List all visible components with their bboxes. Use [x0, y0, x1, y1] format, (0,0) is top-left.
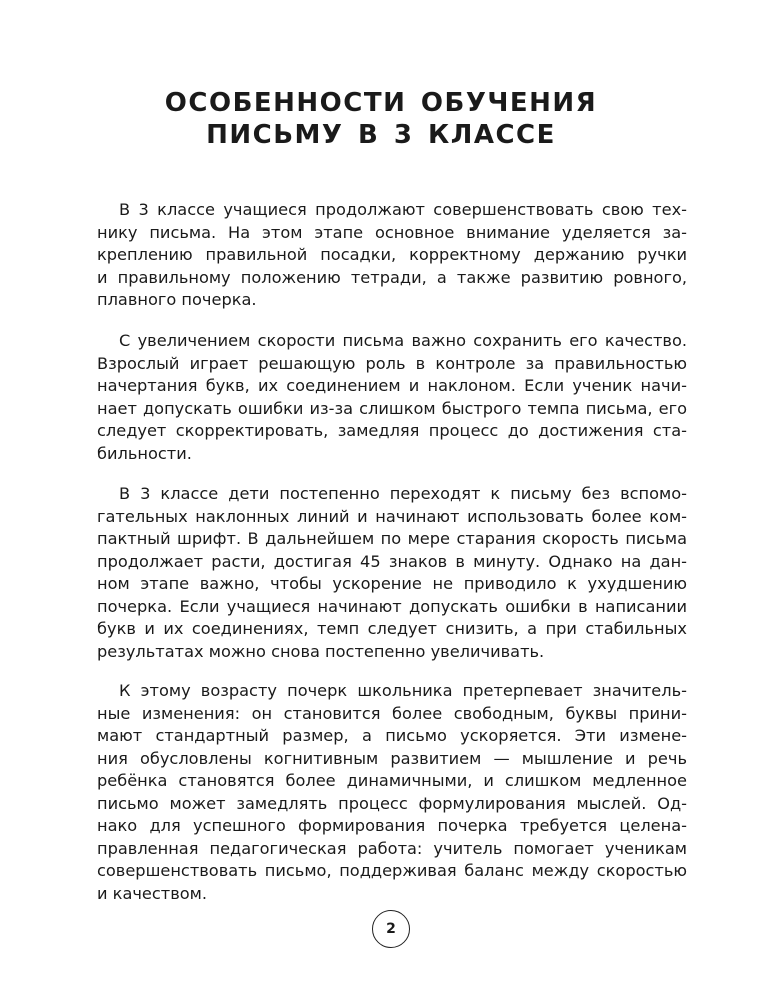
page-title-line-1: ОСОБЕННОСТИ ОБУЧЕНИЯ [164, 88, 598, 118]
paragraph-line: пактный шрифт. В дальнейшем по мере старания скорость письма [97, 529, 687, 548]
paragraph-4 [97, 680, 687, 905]
paragraph-line: правленная педагогическая работа: учитель помогает ученикам [97, 838, 687, 858]
paragraph-line: продолжает расти, достигая 45 знаков в минуту. Однако на дан- [97, 551, 687, 571]
paragraph-line: письмо может замедлять процесс формулирования мыслей. Од- [97, 793, 687, 813]
page-title-line-2: ПИСЬМУ В 3 КЛАССЕ [206, 120, 556, 150]
paragraph-line: В 3 классе учащиеся продолжают совершенствовать свою тех- [119, 200, 687, 219]
paragraph-line: букв и их соединениях, темп следует снизить, а при стабильных [97, 619, 687, 638]
paragraph-2 [97, 330, 687, 465]
paragraph-line: нику письма. На этом этапе основное внимание уделяется за- [97, 222, 687, 242]
paragraph-line: и качеством. [97, 883, 208, 903]
paragraph-line: результатах можно снова постепенно увеличивать. [97, 641, 545, 661]
paragraph-1 [97, 199, 687, 312]
paragraph-line: нает допускать ошибки из-за слишком быстрого темпа письма, его [97, 398, 687, 418]
paragraph-line: гательных наклонных линий и начинают использовать более ком- [97, 506, 687, 526]
paragraph-line: начертания букв, их соединением и наклоном. Если ученик начи- [97, 376, 687, 395]
paragraph-line: совершенствовать письмо, поддерживая баланс между скоростью [97, 861, 687, 880]
paragraph-line: мают стандартный размер, а письмо ускоряется. Эти измене- [97, 726, 687, 745]
paragraph-line: следует скорректировать, замедляя процесс до достижения ста- [97, 421, 687, 440]
paragraph-line: креплению правильной посадки, корректному держанию ручки [97, 245, 687, 264]
page-number: 2 [372, 910, 410, 948]
paragraph-line: плавного почерка. [97, 290, 257, 309]
paragraph-line: ния обусловлены когнитивным развитием — мышление и речь [97, 748, 687, 768]
paragraph-line: ном этапе важно, чтобы ускорение не приводило к ухудшению [97, 574, 687, 593]
paragraph-line: нако для успешного формирования почерка требуется целена- [97, 816, 687, 835]
paragraph-line: Взрослый играет решающую роль в контроле за правильностью [97, 353, 687, 373]
paragraph-line: К этому возрасту почерк школьника претерпевает значитель- [119, 681, 687, 700]
paragraph-line: почерка. Если учащиеся начинают допускать ошибки в написании [97, 596, 687, 616]
paragraph-line: ребёнка становятся более динамичными, и слишком медленное [97, 771, 687, 790]
paragraph-line: В 3 классе дети постепенно переходят к письму без вспомо- [119, 484, 687, 503]
paragraph-3 [97, 483, 687, 663]
paragraph-line: бильности. [97, 443, 192, 463]
paragraph-line: ные изменения: он становится более свободным, буквы прини- [97, 703, 687, 723]
paragraph-line: и правильному положению тетради, а также развитию ровного, [97, 267, 687, 287]
paragraph-line: С увеличением скорости письма важно сохранить его качество. [119, 331, 687, 350]
